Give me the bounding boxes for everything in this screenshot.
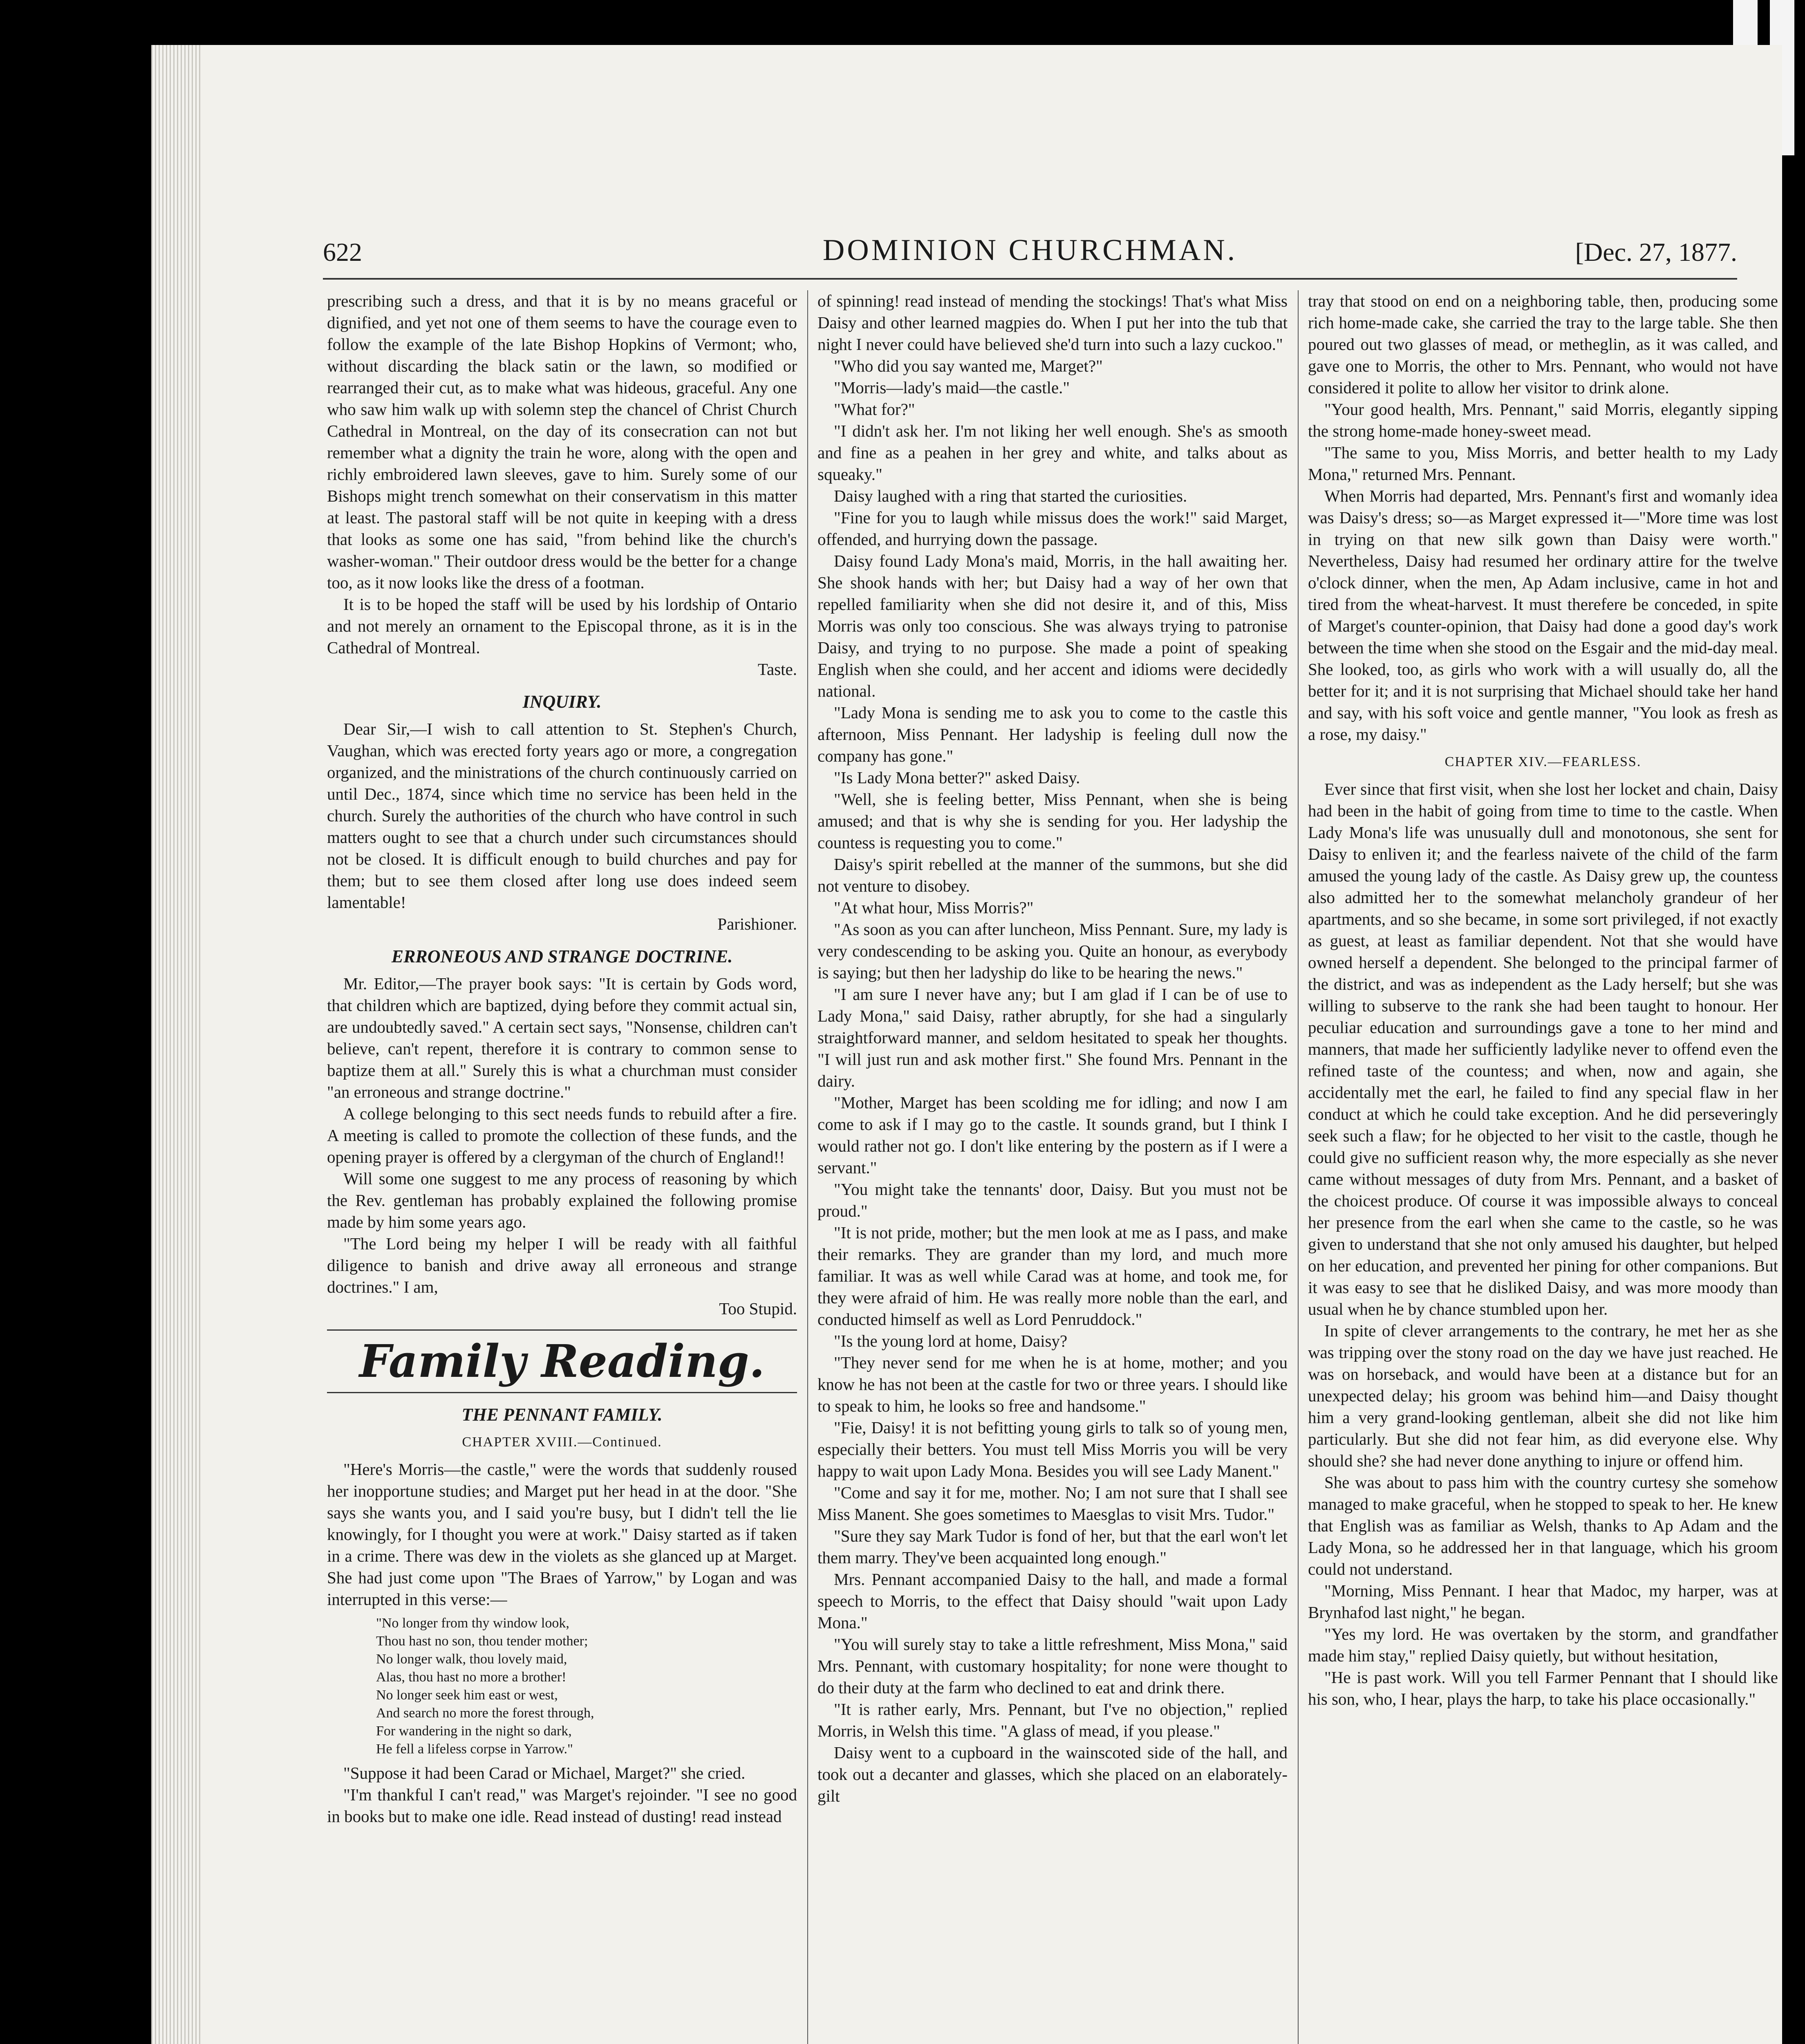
story-paragraph: "I'm thankful I can't read," was Marget's rejoinder. "I see no good in books but to make one idle. Read instead of dusting! read instead [327, 1785, 797, 1826]
article-paragraph: prescribing such a dress, and that it is by no means graceful or dignified, and yet not one of them seems to have the courage even to follow the example of the late Bishop Hopkins of Vermont; who, without discarding the black satin or the lawn, so modified or rearranged their cut, as to make what was hideous, graceful. Any one who saw him walk up with solemn step the chancel of Christ Church Cathedral in Montreal, on the day of its consecration can not but remember what a dignity the train he wore, along with the open and richly embroidered lawn sleeves, gave to him. Surely some of our Bishops might trench somewhat on their conservatism in this matter at least. The pastoral staff will be not quite in keeping with a dress that looks as some one has said, "from behind like the church's washer-woman." Their outdoor dress would be the better for a change too, as it now looks like the dress of a footman. [327, 291, 797, 592]
article-paragraph: It is to be hoped the staff will be used by his lordship of Ontario and not merely an ornament to the Episcopal throne, as it is in the Cathedral of Montreal. [327, 595, 797, 657]
story-paragraph: Daisy found Lady Mona's maid, Morris, in the hall awaiting her. She shook hands with her; but Daisy had a way of her own that repelled familiarity when she did not desire it, and of this, Miss Morris was only too conscious. She was always trying to patronise Daisy, and trying to no purpose. She made a point of speaking English when she could, and her accent and idioms were decidedly national. [817, 551, 1288, 700]
story-paragraph: "Come and say it for me, mother. No; I am not sure that I shall see Miss Manent. She goes sometimes to Maesglas to visit Mrs. Tudor." [817, 1483, 1288, 1524]
story-paragraph: Mrs. Pennant accompanied Daisy to the hall, and made a formal speech to Morris, to the effect that Daisy should "wait upon Lady Mona." [817, 1570, 1288, 1632]
story-paragraph: "As soon as you can after luncheon, Miss Pennant. Sure, my lady is very condescending to be asking you. Quite an honour, as everybody is saying; but then her ladyship do like to be hearing the news." [817, 920, 1288, 982]
poem-line: "No longer from thy window look, [376, 1616, 569, 1631]
story-paragraph: In spite of clever arrangements to the contrary, he met her as she was tripping over the stony road on the day we have just reached. He was on horseback, and would have been at a distance but for an unexpected delay; his groom was behind him—and Daisy thought him a very grand-looking gentleman, albeit she did not like him particularly. But she did not fear him, as did everyone else. Why should she? she had never done anything to injure or offend him. [1308, 1321, 1778, 1470]
chapter-heading: CHAPTER XVIII.—Continued. [462, 1434, 662, 1450]
section-heading: ERRONEOUS AND STRANGE DOCTRINE. [391, 946, 733, 966]
story-paragraph: "The same to you, Miss Morris, and better health to my Lady Mona," returned Mrs. Pennant. [1308, 443, 1778, 484]
poem-block [376, 1614, 797, 1758]
story-paragraph: "Yes my lord. He was overtaken by the storm, and grandfather made him stay," replied Daisy quietly, but without hesitation, [1308, 1625, 1778, 1665]
story-paragraph: "You might take the tennants' door, Daisy. But you must not be proud." [817, 1180, 1288, 1220]
signature: Taste. [757, 660, 797, 679]
story-paragraph: "At what hour, Miss Morris?" [834, 898, 1034, 917]
signature: Too Stupid. [719, 1299, 797, 1318]
story-paragraph: She was about to pass him with the country curtesy she somehow managed to make graceful, when he stopped to speak to her. He knew that English was as familiar as Welsh, thanks to Ap Adam and the Lady Mona, so he addressed her in that language, which his groom could not understand. [1308, 1473, 1778, 1578]
issue-date: [Dec. 27, 1877. [1575, 238, 1737, 267]
story-paragraph: "They never send for me when he is at home, mother; and you know he has not been at the castle for two or three years. I should like to speak to him, he looks so free and handsome." [817, 1353, 1288, 1415]
poem-line: And search no more the forest through, [376, 1706, 594, 1721]
letter-paragraph: Will some one suggest to me any process of reasoning by which the Rev. gentleman has probably explained the following promise made by him some years ago. [327, 1169, 797, 1231]
story-paragraph: tray that stood on end on a neighboring table, then, producing some rich home-made cake, she carried the tray to the large table. She then poured out two glasses of mead, or metheglin, as it was called, and gave one to Morris, the other to Mrs. Pennant, who would not have considered it polite to allow her visitor to drink alone. [1308, 291, 1778, 397]
chapter-heading: CHAPTER XIV.—FEARLESS. [1444, 754, 1642, 769]
story-paragraph: "It is rather early, Mrs. Pennant, but I've no objection," replied Morris, in Welsh this time. "A glass of mead, if you please." [817, 1700, 1288, 1740]
story-paragraph: "Suppose it had been Carad or Michael, Marget?" she cried. [343, 1764, 746, 1782]
story-paragraph: "I am sure I never have any; but I am glad if I can be of use to Lady Mona," said Daisy, rather abruptly, for she had a singularly straightforward manner, and seldom hesitated to speak her thoughts. "I will just run and ask mother first." She found Mrs. Pennant in the dairy. [817, 985, 1288, 1090]
poem-line: No longer walk, thou lovely maid, [376, 1652, 567, 1667]
story-paragraph: "Who did you say wanted me, Marget?" [834, 356, 1103, 375]
column-rule [1298, 290, 1299, 2044]
story-paragraph: Ever since that first visit, when she lost her locket and chain, Daisy had been in the habit of going from time to time to the castle. When Lady Mona's life was unusually dull and monotonous, she sent for Daisy to enliven it; and the fearless naivete of the child of the farm amused the young lady of the castle. As Daisy grew up, the countess also admitted her to the somewhat melancholy grandeur of her apartments, and so she became, in some sort privileged, if not exactly as guest, at least as familiar dependent. Not that she would have owned herself a dependent. She belonged to the principal farmer of the district, and was as independent as the Lady herself; but she was willing to subserve to the rank she had been taught to honour. Her peculiar education and surroundings gave a tone to her mind and manners, that made her sufficiently ladylike never to offend even the refined taste of the countess; and when, now and again, she accidentally met the earl, he failed to find any special flaw in her conduct at which he could take exception. And he did perseveringly seek such a flaw; for he objected to her visit to the castle, though he could give no sufficient reason why, the more especially as she never came without messages of duty from Mrs. Pennant, and a basket of the choicest produce. Of course it was impossible always to conceal her presence from the earl when she came to the castle, so he was given to understand that she not only amused his daughter, but helped on her education, and prevented her pining for other companions. But it was easy to see that he disliked Daisy, and was more moody than usual when he by chance stumbled upon her. [1308, 780, 1778, 1318]
poem-line: Alas, thou hast no more a brother! [376, 1670, 567, 1685]
story-paragraph: "Is the young lord at home, Daisy? [834, 1331, 1068, 1350]
story-paragraph: "Morning, Miss Pennant. I hear that Madoc, my harper, was at Brynhafod last night," he began. [1308, 1581, 1778, 1622]
newspaper-page [151, 45, 1782, 2044]
letter-paragraph: Mr. Editor,—The prayer book says: "It is certain by Gods word, that children which are baptized, dying before they commit actual sin, are undoubtedly saved." A certain sect says, "Nonsense, children can't believe, can't repent, therefore it is contrary to common sense to baptize them at all." Surely this is what a churchman must consider "an erroneous and strange doctrine." [327, 974, 797, 1101]
signature: Parishioner. [717, 914, 797, 933]
poem-line: Thou hast no son, thou tender mother; [376, 1634, 588, 1649]
story-paragraph: "What for?" [834, 400, 915, 419]
story-paragraph: Daisy went to a cupboard in the wainscoted side of the hall, and took out a decanter and glasses, which she placed on an elaborately-gilt [817, 1743, 1288, 1805]
story-paragraph: "Sure they say Mark Tudor is fond of her, but that the earl won't let them marry. They've been acquainted long enough." [817, 1526, 1288, 1567]
letter-paragraph: Dear Sir,—I wish to call attention to St. Stephen's Church, Vaughan, which was erected forty years ago or more, a congregation organized, and the ministrations of the church continuously carried on until Dec., 1874, since which time no service has been held in the church. Surely the authorities of the church who have control in such matters ought to see that a church under such circumstances should not be closed. It is difficult enough to build churches and pay for them; but to see them closed after long use does indeed seem lamentable! [327, 719, 797, 912]
story-paragraph: "Lady Mona is sending me to ask you to come to the castle this afternoon, Miss Pennant. Her ladyship is feeling dull now the company has gone." [817, 703, 1288, 765]
story-paragraph: "Is Lady Mona better?" asked Daisy. [834, 768, 1080, 787]
story-paragraph: Daisy laughed with a ring that started the curiosities. [834, 486, 1187, 505]
column-2 [817, 290, 1288, 2044]
page-number: 622 [323, 238, 362, 267]
story-paragraph: When Morris had departed, Mrs. Pennant's first and womanly idea was Daisy's dress; so—as Marget expressed it—"More time was lost in trying on that new silk gown than Daisy were worth." Nevertheless, Daisy had resumed her ordinary attire for the twelve o'clock dinner, when the men, Ap Adam inclusive, came in hot and tired from the wheat-harvest. It must therefere be conceded, in spite of Marget's counter-opinion, that Daisy had done a good day's work between the time when she stood on the Esgair and the mid-day meal. She looked, too, as girls who work with a will usually do, all the better for it; and it is not surprising that Michael should take her hand and say, with his soft voice and gentle manner, "You look as fresh as a rose, my daisy." [1308, 486, 1778, 744]
story-paragraph: of spinning! read instead of mending the stockings! That's what Miss Daisy and other learned magpies do. When I put her into the tub that night I never could have believed she'd turn into such a lazy cuckoo." [817, 291, 1288, 354]
column-rule [807, 290, 808, 2044]
poem-line: For wandering in the night so dark, [376, 1724, 572, 1739]
story-paragraph: "I didn't ask her. I'm not liking her well enough. She's as smooth and fine as a peahen in her grey and white, and talks about as squeaky." [817, 421, 1288, 484]
story-paragraph: "Your good health, Mrs. Pennant," said Morris, elegantly sipping the strong home-made honey-sweet mead. [1308, 400, 1778, 440]
book-edge [151, 45, 200, 2044]
section-heading: INQUIRY. [522, 692, 602, 712]
story-paragraph: "Mother, Marget has been scolding me for idling; and now I am come to ask if I may go to the castle. It sounds grand, but I think I would rather not go. I don't like entering by the postern as if I were a servant." [817, 1093, 1288, 1177]
poem-line: No longer seek him east or west, [376, 1688, 558, 1703]
story-paragraph: "Fine for you to laugh while missus does the work!" said Marget, offended, and hurrying down the passage. [817, 508, 1288, 549]
story-paragraph: "It is not pride, mother; but the men look at me as I pass, and make their remarks. They are grander than my lord, and much more familiar. It was as well while Carad was at home, and took me, for they were afraid of him. He was really more noble than the earl, and conducted himself as well as Lord Penruddock." [817, 1223, 1288, 1329]
story-paragraph: "He is past work. Will you tell Farmer Pennant that I should like his son, who, I hear, plays the harp, to take his place occasionally." [1308, 1668, 1778, 1708]
story-paragraph: "Here's Morris—the castle," were the words that suddenly roused her inopportune studies; and Marget put her head in at the door. "She says she wants you, and I said you're busy, but I didn't tell the lie knowingly, for I thought you were at work." Daisy started as if taken in a crime. There was dew in the violets as she glanced up at Marget. She had just come upon "The Braes of Yarrow," by Logan and was interrupted in this verse:— [327, 1460, 797, 1609]
story-paragraph: "Morris—lady's maid—the castle." [834, 378, 1070, 397]
poem-line: He fell a lifeless corpse in Yarrow." [376, 1741, 573, 1757]
story-paragraph: "Well, she is feeling better, Miss Pennant, when she is being amused; and that is why she is sending for you. Her ladyship the countess is requesting you to come." [817, 790, 1288, 852]
story-paragraph: Daisy's spirit rebelled at the manner of the summons, but she did not venture to disobey. [817, 855, 1288, 895]
letter-paragraph: "The Lord being my helper I will be ready with all faithful diligence to banish and drive away all erroneous and strange doctrines." I am, [327, 1234, 797, 1296]
story-paragraph: "You will surely stay to take a little refreshment, Miss Mona," said Mrs. Pennant, with customary hospitality; for none were thought to do their duty at the farm who declined to eat and drink there. [817, 1635, 1288, 1697]
column-3 [1308, 290, 1778, 2044]
column-1 [327, 290, 797, 2044]
page-header [323, 225, 1737, 280]
masthead-title: DOMINION CHURCHMAN. [822, 233, 1238, 267]
letter-paragraph: A college belonging to this sect needs funds to rebuild after a fire. A meeting is called to promote the collection of these funds, and the opening prayer is offered by a clergyman of the church of England!! [327, 1104, 797, 1166]
section-banner: Family Reading. [327, 1329, 797, 1393]
story-title: THE PENNANT FAMILY. [461, 1405, 663, 1425]
story-paragraph: "Fie, Daisy! it is not befitting young girls to talk so of young men, especially their betters. You must tell Miss Morris you will be very happy to wait upon Lady Mona. Besides you will see Lady Manent." [817, 1418, 1288, 1480]
